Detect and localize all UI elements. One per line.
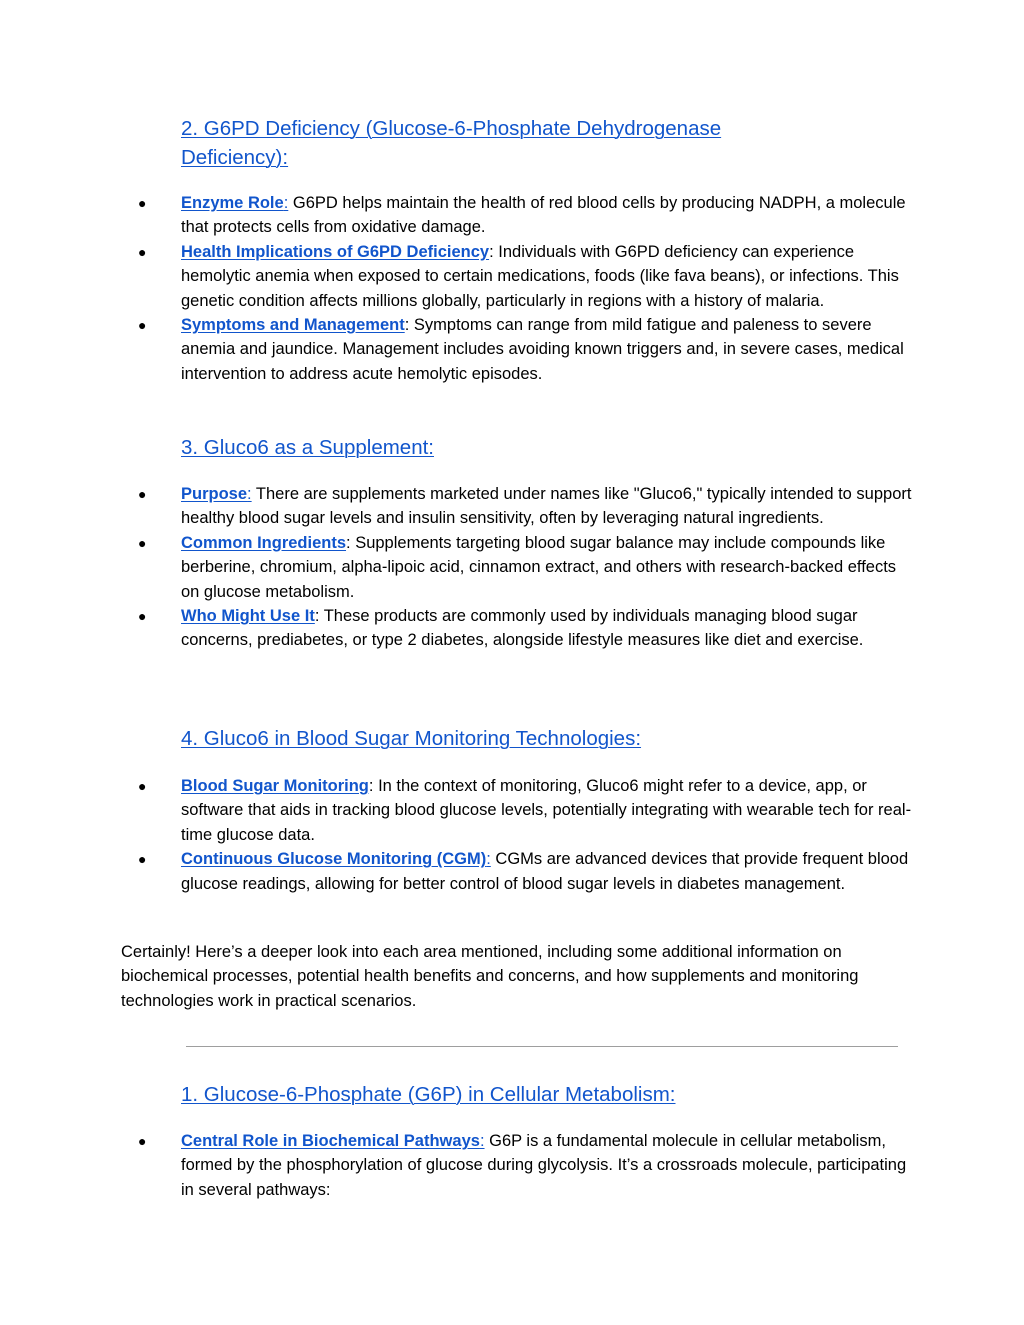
item-text: CGMs are advanced devices that provide frequent blood glucose readings, allowing for better control of blood sugar levels in diabetes management.: [181, 850, 909, 893]
bullet-icon: ●: [138, 243, 147, 260]
term-link[interactable]: Continuous Glucose Monitoring (CGM): [181, 850, 487, 869]
list-item: [138, 482, 916, 531]
item-text: Supplements targeting blood sugar balance may include compounds like berberine, chromium, alpha-lipoic acid, cinnamon extract, and others with research-backed effects on glucose metabolism.: [181, 533, 897, 601]
list-item: [138, 774, 916, 847]
term-separator: :: [346, 533, 351, 552]
list-item: [138, 604, 916, 653]
item-text: Symptoms can range from mild fatigue and paleness to severe anemia and jaundice. Management includes avoiding known triggers and, in severe cases, medical intervention to address acute hemolytic episodes.: [181, 316, 904, 383]
term-separator: :: [489, 242, 494, 261]
bullet-list-g6pd: [138, 191, 916, 386]
list-item: [138, 240, 916, 313]
term-separator: :: [368, 777, 374, 795]
item-text: G6P is a fundamental molecule in cellular metabolism, formed by the phosphorylation of glucose during glycolysis. It’s a crossroads molecule, participating in several pathways:: [181, 1132, 907, 1199]
term-link[interactable]: Central Role in Biochemical Pathways: [181, 1132, 480, 1150]
bullet-icon: ●: [138, 851, 147, 868]
intro-paragraph: Certainly! Here’s a deeper look into each area mentioned, including some additional information on biochemical processes, potential health benefits and concerns, and how supplements and monitoring technologies work in practical scenarios.: [121, 943, 859, 1010]
bullet-icon: ●: [138, 486, 147, 502]
list-item: [138, 1129, 916, 1202]
bullet-list-g6p: [138, 1129, 916, 1202]
term-link[interactable]: Who Might Use It: [181, 607, 315, 626]
term-separator[interactable]: :: [247, 485, 252, 503]
list-item: [138, 313, 916, 386]
bullet-icon: ●: [138, 778, 147, 794]
bullet-icon: ●: [138, 534, 147, 551]
section-heading-g6p-metabolism[interactable]: 1. Glucose-6-Phosphate (G6P) in Cellular Metabolism:: [181, 1083, 676, 1106]
term-separator[interactable]: :: [486, 850, 491, 869]
item-text: There are supplements marketed under names like "Gluco6," typically intended to support healthy blood sugar levels and insulin sensitivity, often by leveraging natural ingredients.: [181, 485, 912, 528]
horizontal-divider: [186, 1046, 898, 1047]
term-separator: :: [404, 316, 410, 335]
item-text: These products are commonly used by individuals managing blood sugar concerns, prediabetes, or type 2 diabetes, alongside lifestyle measures like diet and exercise.: [181, 607, 864, 650]
section-heading-monitoring-technologies[interactable]: 4. Gluco6 in Blood Sugar Monitoring Technologies:: [181, 727, 642, 750]
list-item: [138, 191, 916, 240]
term-separator: :: [314, 607, 320, 626]
section-heading-g6pd-deficiency[interactable]: 2. G6PD Deficiency (Glucose-6-Phosphate Dehydrogenase Deficiency):: [181, 117, 722, 169]
term-link[interactable]: Blood Sugar Monitoring: [181, 777, 369, 795]
term-link[interactable]: Enzyme Role: [181, 194, 284, 212]
item-text: G6PD helps maintain the health of red blood cells by producing NADPH, a molecule that protects cells from oxidative damage.: [181, 194, 906, 237]
term-separator[interactable]: :: [479, 1132, 485, 1150]
list-item: [138, 531, 916, 604]
term-link[interactable]: Common Ingredients: [181, 533, 347, 552]
bullet-icon: ●: [138, 1133, 147, 1149]
item-text: In the context of monitoring, Gluco6 might refer to a device, app, or software that aids in tracking blood glucose levels, potentially integrating with wearable tech for real-time glucose data.: [181, 777, 912, 844]
bullet-list-supplement: [138, 482, 916, 653]
bullet-icon: ●: [138, 317, 147, 334]
item-text: Individuals with G6PD deficiency can experience hemolytic anemia when exposed to certain medications, foods (like fava beans), or infections. This genetic condition affects millions globally, particularly in regions with a history of malaria.: [181, 242, 899, 310]
bullet-icon: ●: [138, 608, 147, 625]
bullet-icon: ●: [138, 195, 147, 211]
term-link[interactable]: Health Implications of G6PD Deficiency: [181, 242, 490, 261]
bullet-list-monitoring: [138, 774, 916, 896]
list-item: [138, 847, 916, 896]
term-link[interactable]: Purpose: [181, 485, 248, 503]
term-separator[interactable]: :: [283, 194, 289, 212]
section-heading-gluco6-supplement[interactable]: 3. Gluco6 as a Supplement:: [181, 436, 434, 459]
term-link[interactable]: Symptoms and Management: [181, 316, 405, 335]
